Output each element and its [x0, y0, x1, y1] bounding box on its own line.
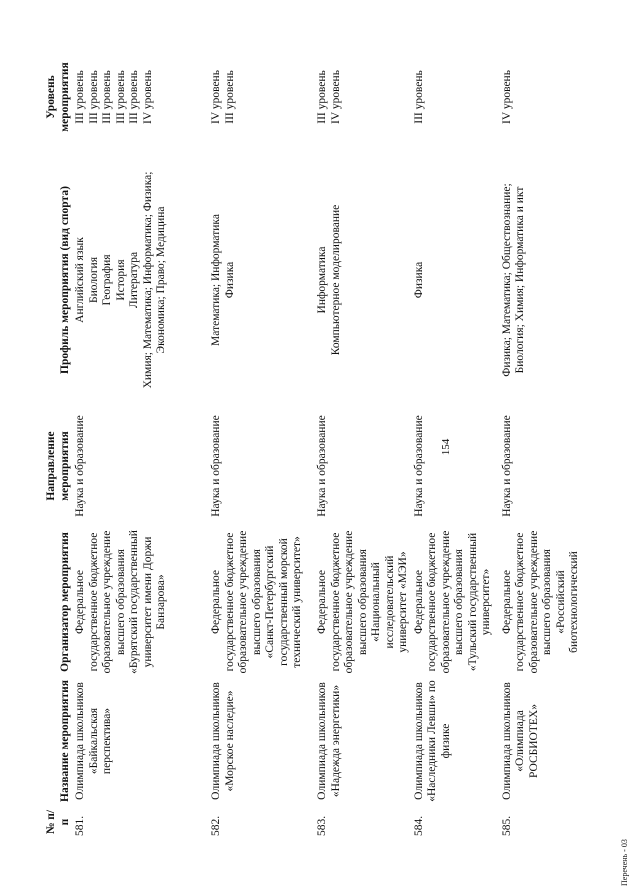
table-row — [315, 39, 412, 839]
level-item: III уровень — [87, 70, 100, 124]
event-direction: Наука и образование — [210, 415, 222, 517]
level-item: IV уровень — [500, 70, 513, 124]
profile-item: Компьютерное моделирование — [329, 204, 342, 356]
header-level: Уровень мероприятия — [45, 62, 71, 132]
header-direction: Направление мероприятия — [45, 431, 71, 501]
event-organizer: Федеральное государственное бюджетное образовательное учреждение высшего образования «Тульский государственный университет» — [412, 530, 492, 674]
profile-item: Литература — [128, 251, 140, 309]
event-organizer: Федеральное государственное бюджетное образовательное учреждение высшего образования «Национальный исследовательский университет «МЭИ» — [316, 530, 409, 674]
event-name: Олимпиада школьников «Морское наследие» — [210, 682, 236, 800]
event-direction: Наука и образование — [412, 415, 425, 517]
level-item: IV уровень — [210, 70, 222, 124]
event-organizer: Федеральное государственное бюджетное образовательное учреждение высшего образования «Бурятский государственный университет имени Доржи Банзарова» — [74, 530, 167, 674]
level-item: III уровень — [223, 70, 236, 124]
event-name: Олимпиада школьников «Байкальская перспектива» — [74, 682, 113, 800]
profile-item: Информатика — [316, 246, 328, 314]
page-number: 154 — [440, 438, 452, 456]
profile-item: Физика; Математика; Обществознание; Биология; Химия; Информатика и икт — [500, 183, 526, 377]
profile-item: Физика — [412, 261, 425, 299]
profile-item: Английский язык — [74, 237, 86, 323]
profile-item: История — [114, 259, 127, 301]
event-level — [412, 39, 500, 155]
event-profile — [412, 155, 500, 405]
level-item: IV уровень — [329, 70, 342, 124]
event-profile — [209, 155, 315, 405]
profile-item: Биология — [87, 257, 100, 304]
level-item: III уровень — [74, 70, 86, 124]
row-number: 585. — [500, 815, 513, 836]
profile-item: Физика — [223, 261, 236, 299]
row-number: 583. — [316, 815, 328, 836]
row-number: 581. — [74, 815, 86, 836]
header-name: Название мероприятия — [58, 680, 71, 802]
event-name: Олимпиада школьников «Олимпиада РОСБИОТЕХ» — [500, 682, 540, 800]
event-name: Олимпиада школьников «Наследники Левши» по физике — [412, 680, 452, 802]
table-header-row — [44, 39, 73, 839]
event-level — [73, 39, 209, 155]
event-direction: Наука и образование — [316, 415, 328, 517]
event-direction: Наука и образование — [500, 415, 513, 517]
table-row — [73, 39, 209, 839]
event-profile — [73, 155, 209, 405]
profile-item: География — [101, 254, 113, 306]
table-row — [412, 39, 500, 839]
profile-item: Химия; Математика; Информатика; Физика; Экономика; Право; Медицина — [141, 171, 167, 389]
row-number: 582. — [210, 815, 222, 836]
footer-label: Перечень - 03 — [620, 839, 629, 886]
event-profile — [500, 155, 583, 405]
event-organizer: Федеральное государственное бюджетное образовательное учреждение высшего образования «Санкт-Петербургский государственный морской технический университет» — [210, 530, 303, 674]
level-item: III уровень — [128, 70, 140, 124]
table-row — [209, 39, 315, 839]
header-num: № п/п — [45, 809, 71, 835]
events-table — [44, 39, 583, 839]
level-item: III уровень — [114, 70, 127, 124]
level-item: IV уровень — [141, 70, 154, 124]
event-name: Олимпиада школьников «Надежда энергетики» — [316, 682, 342, 800]
event-profile — [315, 155, 412, 405]
row-number: 584. — [412, 815, 425, 836]
level-item: III уровень — [316, 70, 328, 124]
event-direction: Наука и образование — [74, 415, 86, 517]
profile-item: Математика; Информатика — [210, 214, 222, 346]
level-item: III уровень — [101, 70, 113, 124]
level-item: III уровень — [412, 70, 425, 124]
event-level — [209, 39, 315, 155]
table-row — [500, 39, 583, 839]
event-level — [315, 39, 412, 155]
event-level — [500, 39, 583, 155]
header-organizer: Организатор мероприятия — [58, 532, 71, 672]
event-organizer: Федеральное государственное бюджетное образовательное учреждение высшего образования «Российский биотехнологический — [500, 530, 580, 674]
header-profile: Профиль мероприятия (вид спорта) — [58, 186, 71, 374]
